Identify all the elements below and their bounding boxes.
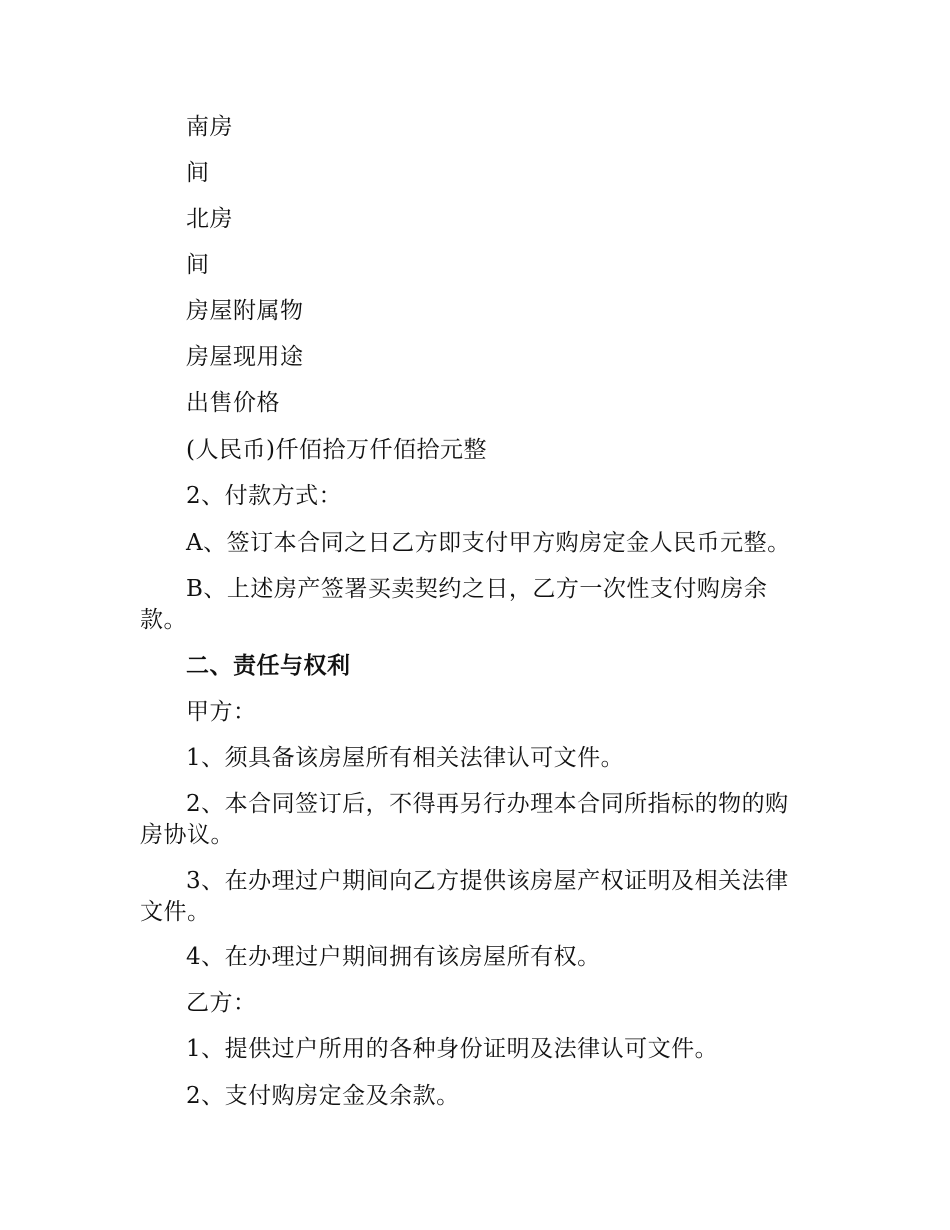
paragraph-party-a-item-3: 3、在办理过户期间向乙方提供该房屋产权证明及相关法律文件。	[140, 868, 789, 925]
paragraph-south-room: 南房	[186, 114, 233, 140]
paragraph-payment-b: B、上述房产签署买卖契约之日，乙方一次性支付购房余款。	[140, 576, 768, 633]
paragraph-party-a-item-1: 1、须具备该房屋所有相关法律认可文件。	[186, 745, 625, 771]
paragraph-party-a: 甲方：	[186, 699, 257, 725]
section-heading-responsibilities: 二、责任与权利	[186, 653, 351, 679]
paragraph-sale-price: 出售价格	[186, 390, 280, 416]
paragraph-payment-method: 2、付款方式：	[186, 483, 343, 509]
paragraph-appurtenances: 房屋附属物	[186, 298, 304, 324]
paragraph-payment-a: A、签订本合同之日乙方即支付甲方购房定金人民币元整。	[186, 530, 791, 556]
paragraph-price-rmb: (人民币)仟佰拾万仟佰拾元整	[186, 437, 487, 463]
paragraph-room-unit-1: 间	[186, 160, 210, 186]
paragraph-party-b: 乙方：	[186, 990, 257, 1016]
paragraph-party-a-item-2: 2、本合同签订后，不得再另行办理本合同所指标的物的购房协议。	[140, 791, 789, 848]
paragraph-north-room: 北房	[186, 206, 233, 232]
paragraph-party-b-item-1: 1、提供过户所用的各种身份证明及法律认可文件。	[186, 1036, 719, 1062]
paragraph-party-a-item-4: 4、在办理过户期间拥有该房屋所有权。	[186, 944, 601, 970]
paragraph-room-unit-2: 间	[186, 252, 210, 278]
paragraph-party-b-item-2: 2、支付购房定金及余款。	[186, 1083, 460, 1109]
paragraph-current-use: 房屋现用途	[186, 344, 304, 370]
